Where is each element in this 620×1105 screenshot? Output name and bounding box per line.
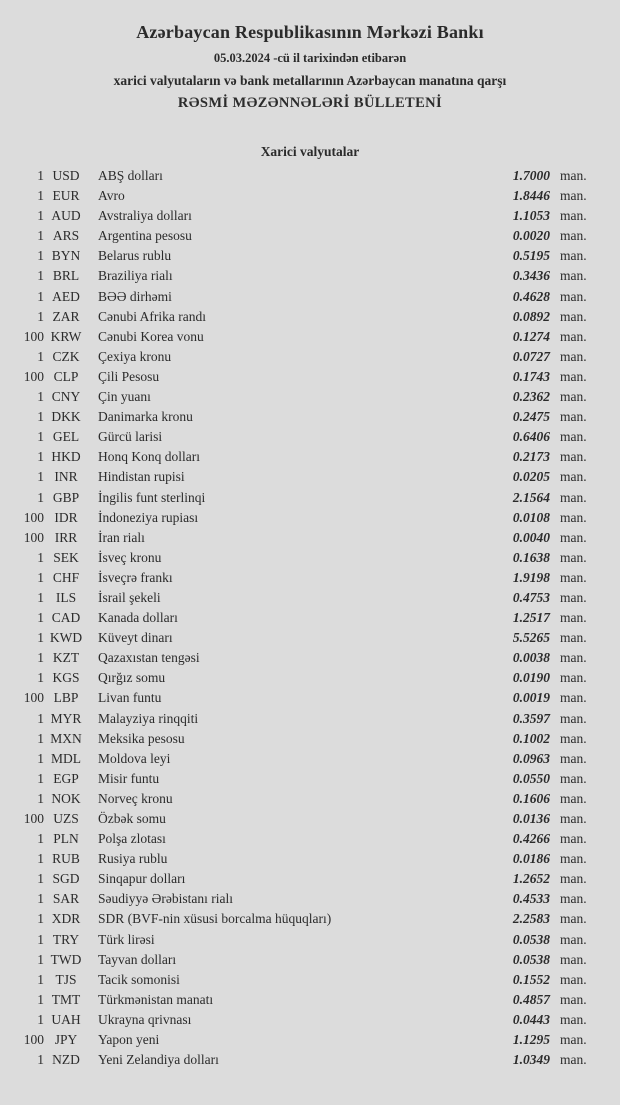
section-title-foreign-currencies: Xarici valyutalar bbox=[260, 144, 360, 159]
currency-name: Qırğız somu bbox=[98, 670, 166, 686]
currency-unit-label: man. bbox=[560, 811, 587, 826]
currency-rate: 1.2652 bbox=[512, 871, 550, 887]
currency-quantity: 1 bbox=[37, 248, 44, 264]
currency-code: INR bbox=[54, 469, 78, 485]
currency-unit-label: man. bbox=[560, 871, 587, 887]
currency-code: TRY bbox=[52, 931, 80, 947]
currency-unit-label: man. bbox=[560, 389, 587, 405]
bulletin-header bbox=[0, 0, 620, 113]
currency-code: ZAR bbox=[52, 308, 80, 324]
currency-rate: 0.0038 bbox=[512, 650, 550, 666]
currency-name: İsveç kronu bbox=[98, 549, 162, 565]
currency-rate: 0.4266 bbox=[512, 831, 550, 847]
currency-rate: 0.0108 bbox=[512, 509, 550, 525]
currency-code: IRR bbox=[54, 529, 78, 545]
currency-row bbox=[0, 186, 620, 206]
currency-row bbox=[0, 588, 620, 608]
currency-unit-label: man. bbox=[560, 971, 587, 987]
currency-name: Cənubi Korea vonu bbox=[98, 328, 204, 344]
currency-row bbox=[0, 206, 620, 226]
currency-quantity: 1 bbox=[37, 991, 44, 1007]
currency-quantity: 1 bbox=[37, 429, 44, 445]
currency-unit-label: man. bbox=[560, 730, 587, 746]
currency-name: Yeni Zelandiya dolları bbox=[98, 1052, 219, 1068]
currency-quantity: 1 bbox=[37, 569, 44, 585]
currency-code: AED bbox=[52, 288, 80, 304]
currency-quantity: 100 bbox=[23, 690, 44, 706]
currency-row bbox=[0, 709, 620, 729]
currency-unit-label: man. bbox=[560, 469, 587, 485]
currency-code: DKK bbox=[51, 409, 81, 425]
currency-row bbox=[0, 950, 620, 970]
currency-code: XDR bbox=[51, 911, 81, 927]
currency-quantity: 1 bbox=[37, 268, 44, 284]
currency-code: UAH bbox=[51, 1011, 81, 1027]
currency-unit-label: man. bbox=[560, 348, 587, 364]
currency-unit-label: man. bbox=[560, 991, 587, 1007]
currency-row bbox=[0, 648, 620, 668]
currency-rate: 0.0190 bbox=[512, 670, 550, 686]
currency-code: CZK bbox=[52, 348, 80, 364]
currency-row bbox=[0, 407, 620, 427]
currency-name: Səudiyyə Ərəbistanı rialı bbox=[98, 891, 233, 907]
currency-name: Cənubi Afrika randı bbox=[98, 308, 206, 324]
currency-quantity: 100 bbox=[23, 529, 44, 545]
currency-row bbox=[0, 246, 620, 266]
currency-name: Misir funtu bbox=[98, 770, 160, 786]
effective-date-line: 05.03.2024 -cü il tarixindən etibarən bbox=[213, 51, 407, 65]
currency-unit-label: man. bbox=[560, 690, 587, 706]
currency-rate: 0.0550 bbox=[512, 770, 550, 786]
currency-rate: 0.5195 bbox=[512, 248, 550, 264]
currency-unit-label: man. bbox=[560, 509, 587, 525]
currency-rate: 1.1053 bbox=[512, 208, 550, 224]
currency-name: Çexiya kronu bbox=[98, 348, 172, 364]
currency-code: KGS bbox=[52, 670, 80, 686]
currency-row bbox=[0, 729, 620, 749]
currency-row bbox=[0, 548, 620, 568]
currency-unit-label: man. bbox=[560, 931, 587, 947]
currency-unit-label: man. bbox=[560, 549, 587, 565]
currency-quantity: 1 bbox=[37, 228, 44, 244]
currency-code: ARS bbox=[52, 228, 80, 244]
document-title: RƏSMİ MƏZƏNNƏLƏRİ BÜLLETENİ bbox=[177, 95, 443, 111]
currency-name: İsrail şekeli bbox=[98, 589, 161, 605]
currency-row bbox=[0, 688, 620, 708]
currency-quantity: 1 bbox=[37, 589, 44, 605]
currency-rate: 0.0538 bbox=[512, 931, 550, 947]
currency-code: KZT bbox=[52, 650, 80, 666]
currency-name: Norveç kronu bbox=[98, 790, 173, 806]
currency-row bbox=[0, 387, 620, 407]
currency-quantity: 1 bbox=[37, 790, 44, 806]
currency-rate: 0.4628 bbox=[512, 288, 550, 304]
currency-name: Hindistan rupisi bbox=[98, 469, 185, 485]
currency-name: Türk lirəsi bbox=[98, 931, 155, 947]
currency-code: IDR bbox=[54, 509, 78, 525]
currency-row bbox=[0, 608, 620, 628]
currency-quantity: 1 bbox=[37, 871, 44, 887]
currency-rate: 0.2362 bbox=[512, 389, 550, 405]
currency-quantity: 1 bbox=[37, 168, 44, 183]
currency-name: Tayvan dolları bbox=[98, 951, 177, 967]
currency-rate: 0.2475 bbox=[512, 409, 550, 425]
currency-row bbox=[0, 829, 620, 849]
currency-code: GEL bbox=[52, 429, 80, 445]
currency-code: SAR bbox=[52, 891, 80, 907]
currency-quantity: 1 bbox=[37, 1011, 44, 1027]
currency-unit-label: man. bbox=[560, 168, 587, 183]
currency-quantity: 1 bbox=[37, 931, 44, 947]
currency-rate: 0.4533 bbox=[512, 891, 550, 907]
currency-unit-label: man. bbox=[560, 951, 587, 967]
currency-code: NZD bbox=[52, 1052, 80, 1068]
currency-quantity: 1 bbox=[37, 308, 44, 324]
currency-quantity: 1 bbox=[37, 770, 44, 786]
currency-code: SEK bbox=[53, 549, 79, 565]
currency-name: İsveçrə frankı bbox=[98, 569, 173, 585]
currency-name: İndoneziya rupiası bbox=[98, 509, 199, 525]
currency-row bbox=[0, 568, 620, 588]
currency-unit-label: man. bbox=[560, 610, 587, 626]
currency-row bbox=[0, 809, 620, 829]
currency-rate: 0.1274 bbox=[512, 328, 550, 344]
currency-code: CHF bbox=[52, 569, 80, 585]
currency-code: GBP bbox=[52, 489, 80, 505]
currency-code: KWD bbox=[49, 630, 83, 646]
currency-code: PLN bbox=[53, 831, 79, 847]
currency-rate: 0.0892 bbox=[512, 308, 550, 324]
currency-unit-label: man. bbox=[560, 328, 587, 344]
currency-name: Ukrayna qrivnası bbox=[98, 1011, 192, 1027]
currency-rate: 0.0538 bbox=[512, 951, 550, 967]
currency-quantity: 1 bbox=[37, 911, 44, 927]
currency-rate: 0.0136 bbox=[512, 811, 550, 826]
currency-row bbox=[0, 749, 620, 769]
currency-name: Malayziya rinqqiti bbox=[98, 710, 199, 726]
currency-unit-label: man. bbox=[560, 1011, 587, 1027]
currency-row bbox=[0, 789, 620, 809]
currency-row bbox=[0, 488, 620, 508]
currency-code: CLP bbox=[53, 368, 79, 384]
currency-name: SDR (BVF-nin xüsusi borcalma hüquqları) bbox=[98, 911, 332, 927]
currency-code: HKD bbox=[51, 449, 81, 465]
currency-rate: 1.9198 bbox=[512, 569, 550, 585]
currency-name: Danimarka kronu bbox=[98, 409, 193, 425]
currency-name: Çin yuanı bbox=[98, 389, 151, 405]
currency-name: Livan funtu bbox=[98, 690, 162, 706]
currency-quantity: 1 bbox=[37, 730, 44, 746]
currency-name: İngilis funt sterlinqi bbox=[98, 489, 206, 505]
currency-row bbox=[0, 1030, 620, 1050]
currency-code: JPY bbox=[54, 1032, 78, 1048]
currency-code: MDL bbox=[51, 750, 81, 766]
currency-name: Argentina pesosu bbox=[98, 228, 192, 244]
currency-name: Belarus rublu bbox=[98, 248, 172, 264]
currency-unit-label: man. bbox=[560, 449, 587, 465]
currency-unit-label: man. bbox=[560, 368, 587, 384]
currency-name: Qazaxıstan tengəsi bbox=[98, 650, 200, 666]
currency-unit-label: man. bbox=[560, 670, 587, 686]
currency-code: AUD bbox=[51, 208, 81, 224]
currency-rate: 5.5265 bbox=[512, 630, 550, 646]
currency-rate: 0.0040 bbox=[512, 529, 550, 545]
currency-row bbox=[0, 909, 620, 929]
currency-row bbox=[0, 307, 620, 327]
currency-code: NOK bbox=[51, 790, 81, 806]
currency-quantity: 1 bbox=[37, 670, 44, 686]
currency-code: CAD bbox=[51, 610, 81, 626]
currency-quantity: 1 bbox=[37, 851, 44, 867]
currency-code: KRW bbox=[50, 328, 82, 344]
bulletin-subtitle: xarici valyutaların və bank metallarının Azərbaycan manatına qarşı bbox=[113, 73, 507, 88]
currency-row bbox=[0, 287, 620, 307]
currency-code: CNY bbox=[51, 389, 81, 405]
currency-quantity: 1 bbox=[37, 630, 44, 646]
currency-row bbox=[0, 166, 620, 186]
currency-quantity: 1 bbox=[37, 489, 44, 505]
currency-quantity: 1 bbox=[37, 831, 44, 847]
currency-name: Honq Konq dolları bbox=[98, 449, 200, 465]
currency-row bbox=[0, 889, 620, 909]
currency-rate: 0.0019 bbox=[512, 690, 550, 706]
currency-quantity: 1 bbox=[37, 971, 44, 987]
currency-name: Moldova leyi bbox=[98, 750, 171, 766]
currency-rate: 1.7000 bbox=[512, 168, 550, 183]
currency-name: Tacik somonisi bbox=[98, 971, 180, 987]
currency-code: RUB bbox=[52, 851, 80, 867]
currency-name: Rusiya rublu bbox=[98, 851, 168, 867]
currency-row bbox=[0, 367, 620, 387]
currency-unit-label: man. bbox=[560, 750, 587, 766]
currency-name: Yapon yeni bbox=[98, 1032, 160, 1048]
currency-row bbox=[0, 447, 620, 467]
currency-unit-label: man. bbox=[560, 409, 587, 425]
currency-quantity: 100 bbox=[23, 509, 44, 525]
currency-rate: 0.1606 bbox=[512, 790, 550, 806]
currency-row bbox=[0, 1050, 620, 1070]
currency-code: BRL bbox=[52, 268, 80, 284]
currency-unit-label: man. bbox=[560, 630, 587, 646]
currency-name: Polşa zlotası bbox=[98, 831, 166, 847]
currency-rate: 1.0349 bbox=[512, 1052, 550, 1068]
currency-quantity: 1 bbox=[37, 610, 44, 626]
currency-row bbox=[0, 327, 620, 347]
currency-rate: 0.4753 bbox=[512, 589, 550, 605]
currency-row bbox=[0, 869, 620, 889]
currency-quantity: 1 bbox=[37, 710, 44, 726]
currency-name: Meksika pesosu bbox=[98, 730, 185, 746]
currency-row bbox=[0, 930, 620, 950]
currency-row bbox=[0, 528, 620, 548]
currency-quantity: 1 bbox=[37, 208, 44, 224]
currency-row bbox=[0, 266, 620, 286]
currency-quantity: 1 bbox=[37, 891, 44, 907]
currency-unit-label: man. bbox=[560, 710, 587, 726]
currency-quantity: 1 bbox=[37, 549, 44, 565]
currency-name: Braziliya rialı bbox=[98, 268, 173, 284]
currency-quantity: 100 bbox=[23, 368, 44, 384]
currency-quantity: 1 bbox=[37, 1052, 44, 1068]
currency-unit-label: man. bbox=[560, 489, 587, 505]
currency-unit-label: man. bbox=[560, 268, 587, 284]
currency-code: TMT bbox=[51, 991, 81, 1007]
currency-rate: 2.1564 bbox=[512, 489, 550, 505]
currency-row bbox=[0, 226, 620, 246]
currency-rate: 2.2583 bbox=[512, 911, 550, 927]
currency-rate: 0.0443 bbox=[512, 1011, 550, 1027]
currency-rate: 1.8446 bbox=[512, 188, 550, 204]
currency-quantity: 1 bbox=[37, 951, 44, 967]
currency-code: EUR bbox=[52, 188, 80, 204]
currency-unit-label: man. bbox=[560, 770, 587, 786]
currency-rate: 1.2517 bbox=[512, 610, 550, 626]
currency-name: Avro bbox=[98, 188, 125, 204]
currency-row bbox=[0, 628, 620, 648]
currency-code: EGP bbox=[53, 770, 79, 786]
currency-name: Türkmənistan manatı bbox=[98, 991, 214, 1007]
currency-quantity: 1 bbox=[37, 348, 44, 364]
currency-unit-label: man. bbox=[560, 248, 587, 264]
currency-unit-label: man. bbox=[560, 911, 587, 927]
currency-row bbox=[0, 990, 620, 1010]
currency-row bbox=[0, 668, 620, 688]
currency-rate: 0.3597 bbox=[512, 710, 550, 726]
currency-unit-label: man. bbox=[560, 589, 587, 605]
currency-unit-label: man. bbox=[560, 188, 587, 204]
currency-unit-label: man. bbox=[560, 208, 587, 224]
currency-row bbox=[0, 1010, 620, 1030]
currency-quantity: 1 bbox=[37, 188, 44, 204]
currency-name: Kanada dolları bbox=[98, 610, 178, 626]
currency-name: Avstraliya dolları bbox=[98, 208, 192, 224]
currency-rate: 0.0727 bbox=[512, 348, 550, 364]
currency-unit-label: man. bbox=[560, 831, 587, 847]
currency-unit-label: man. bbox=[560, 891, 587, 907]
currency-quantity: 1 bbox=[37, 409, 44, 425]
currency-quantity: 100 bbox=[23, 328, 44, 344]
currency-quantity: 1 bbox=[37, 288, 44, 304]
currency-quantity: 1 bbox=[37, 449, 44, 465]
currency-code: ILS bbox=[55, 589, 77, 605]
currency-quantity: 100 bbox=[23, 811, 44, 826]
currency-unit-label: man. bbox=[560, 1052, 587, 1068]
currency-code: SGD bbox=[52, 871, 80, 887]
currency-unit-label: man. bbox=[560, 308, 587, 324]
currency-row bbox=[0, 427, 620, 447]
currency-name: Küveyt dinarı bbox=[98, 630, 173, 646]
currency-code: MYR bbox=[50, 710, 82, 726]
currency-rate: 0.3436 bbox=[512, 268, 550, 284]
currency-name: Gürcü larisi bbox=[98, 429, 163, 445]
currency-name: Çili Pesosu bbox=[98, 368, 160, 384]
currency-unit-label: man. bbox=[560, 650, 587, 666]
currency-rate: 0.0020 bbox=[512, 228, 550, 244]
currency-row bbox=[0, 970, 620, 990]
currency-name: Özbək somu bbox=[98, 811, 166, 826]
currency-code: BYN bbox=[51, 248, 81, 264]
currency-row bbox=[0, 467, 620, 487]
currency-row bbox=[0, 849, 620, 869]
currency-rate: 0.1552 bbox=[512, 971, 550, 987]
currency-quantity: 100 bbox=[23, 1032, 44, 1048]
currency-rate-table bbox=[0, 166, 620, 1070]
bank-title: Azərbaycan Respublikasının Mərkəzi Bankı bbox=[136, 22, 484, 42]
currency-unit-label: man. bbox=[560, 790, 587, 806]
currency-row bbox=[0, 347, 620, 367]
currency-code: TJS bbox=[55, 971, 77, 987]
currency-code: USD bbox=[52, 168, 80, 183]
currency-name: BƏƏ dirhəmi bbox=[98, 288, 172, 304]
currency-unit-label: man. bbox=[560, 851, 587, 867]
currency-row bbox=[0, 769, 620, 789]
currency-unit-label: man. bbox=[560, 569, 587, 585]
currency-name: İran rialı bbox=[98, 529, 145, 545]
currency-rate: 0.0963 bbox=[512, 750, 550, 766]
currency-row bbox=[0, 508, 620, 528]
currency-code: UZS bbox=[53, 811, 79, 826]
currency-rate: 0.1743 bbox=[512, 368, 550, 384]
currency-unit-label: man. bbox=[560, 529, 587, 545]
currency-code: MXN bbox=[50, 730, 82, 746]
currency-rate: 0.1002 bbox=[512, 730, 550, 746]
currency-rate: 0.0205 bbox=[512, 469, 550, 485]
currency-quantity: 1 bbox=[37, 389, 44, 405]
currency-name: ABŞ dolları bbox=[98, 168, 163, 183]
currency-unit-label: man. bbox=[560, 429, 587, 445]
currency-unit-label: man. bbox=[560, 1032, 587, 1048]
currency-rate: 0.4857 bbox=[512, 991, 550, 1007]
currency-quantity: 1 bbox=[37, 750, 44, 766]
currency-code: LBP bbox=[53, 690, 79, 706]
currency-rate: 0.0186 bbox=[512, 851, 550, 867]
currency-quantity: 1 bbox=[37, 469, 44, 485]
currency-unit-label: man. bbox=[560, 228, 587, 244]
currency-rate: 1.1295 bbox=[512, 1032, 550, 1048]
currency-quantity: 1 bbox=[37, 650, 44, 666]
currency-rate: 0.2173 bbox=[512, 449, 550, 465]
currency-unit-label: man. bbox=[560, 288, 587, 304]
currency-rate: 0.6406 bbox=[512, 429, 550, 445]
currency-rate: 0.1638 bbox=[512, 549, 550, 565]
currency-name: Sinqapur dolları bbox=[98, 871, 186, 887]
currency-code: TWD bbox=[50, 951, 82, 967]
